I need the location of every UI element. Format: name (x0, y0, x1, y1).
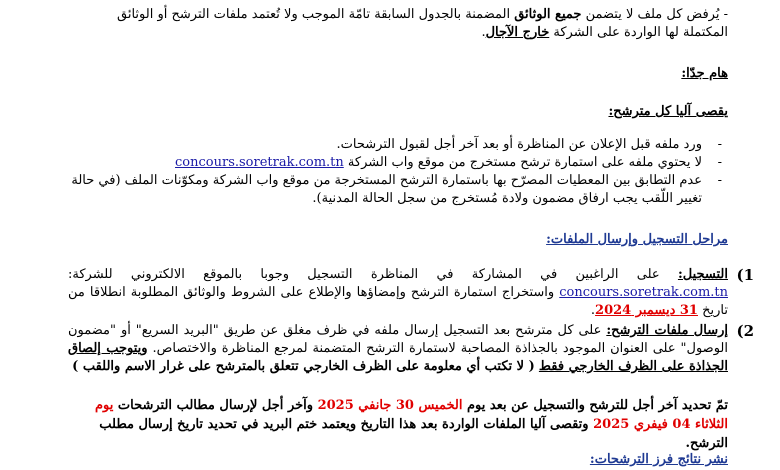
step-1-start-date: 31 ديسمبر 2024 (595, 303, 698, 318)
rejection-paragraph (68, 6, 728, 42)
deadline-text-3: وتقصى آليا الملفات الواردة بعد هذا التاريخ ويعتمد ختم البريد في تحديد تاريخ إرسال مطلب الترشح. (99, 417, 728, 451)
deadline-date-1: الخميس 30 جانفي 2025 (317, 398, 463, 413)
rejection-all-documents: جميع الوثائق (514, 7, 582, 22)
auto-exclude-list (68, 136, 728, 208)
step-1-label: التسجيل: (677, 267, 728, 282)
step-2-warning: ( لا تكتب أي معلومة على الظرف الخارجي تتعلق بالمترشح على غرار الاسم واللقب ) (72, 359, 535, 374)
step-1-registration (68, 266, 754, 320)
list-item (68, 172, 728, 208)
list-item (68, 154, 728, 172)
step-2-text-1: على كل مترشح بعد التسجيل إرسال ملفه في ظرف مغلق عن طريق "البريد السريع" أو "مضمون الوصول" على العنوان الموجود بالجذاذة المصاحبة لاستمارة الترشح المتضمنة لمرجع المناظرة والاختصاص. (68, 323, 728, 356)
soretrak-website-link[interactable]: concours.soretrak.com.tn (175, 155, 344, 170)
step-1-text-1: على الراغبين في المشاركة في المناظرة التسجيل وجوبا بالموقع الالكتروني للشركة: (68, 267, 660, 282)
step-2-number: 2) (736, 322, 754, 340)
step-2-label: إرسال ملفات الترشح: (606, 323, 728, 338)
auto-exclude-heading: يقصى آليا كل مترشح: (608, 104, 728, 119)
rejection-out-of-deadline: خارج الآجال (485, 25, 550, 40)
registration-website-link[interactable]: concours.soretrak.com.tn (559, 285, 728, 300)
deadline-paragraph (68, 396, 728, 453)
step-1-number: 1) (736, 266, 754, 284)
stages-heading: مراحل التسجيل وإرسال الملفات: (546, 232, 728, 247)
step-1-text-2: واستخراج استمارة الترشح وإمضاؤها والإطلاع على الشروط والوثائق المطلوبة انطلاقا من تاريخ (68, 285, 728, 318)
deadline-text-1: تمّ تحديد آخر أجل للترشح والتسجيل عن بعد يوم (467, 398, 728, 413)
list-item-text: عدم التطابق بين المعطيات المصرّح بها باستمارة الترشح المستخرجة من موقع واب الشركة ومكوّنات الملف (في حالة تغيير اللّقب يجب ارفاق مضمون ولادة مُستخرج من سجل الحالة المدنية). (71, 173, 702, 206)
bullet-dash: - (723, 7, 728, 22)
step-2-send-files (68, 322, 754, 376)
important-heading: هام جدّا: (681, 66, 728, 81)
rejection-text-3: المضمنة بالجدول السابقة تامّة الموجب ولا تُعتمد ملفات الترشح أو الوثائق المكتملة لها الواردة على الشركة (117, 7, 728, 40)
list-item-text: ورد ملفه قبل الإعلان عن المناظرة أو بعد آخر أجل لقبول الترشحات. (336, 137, 702, 152)
rejection-period: . (481, 25, 486, 40)
list-item-text: لا يحتوي ملفه على استمارة ترشح مستخرج من موقع واب الشركة (347, 155, 702, 170)
deadline-text-2: وآخر أجل لإرسال مطالب الترشحات (117, 398, 314, 413)
results-heading: نشر نتائج فرز الترشحات: (589, 452, 728, 467)
step-1-end: . (590, 303, 596, 318)
list-item (68, 136, 728, 154)
step-2-envelope-note: ويتوجب إلصاق الجذاذة على الظرف الخارجي فقط (68, 341, 728, 374)
rejection-text-1: يُرفض كل ملف لا يتضمن (585, 7, 720, 22)
deadline-date-2: يوم الثلاثاء 04 فيفري 2025 (94, 398, 728, 432)
